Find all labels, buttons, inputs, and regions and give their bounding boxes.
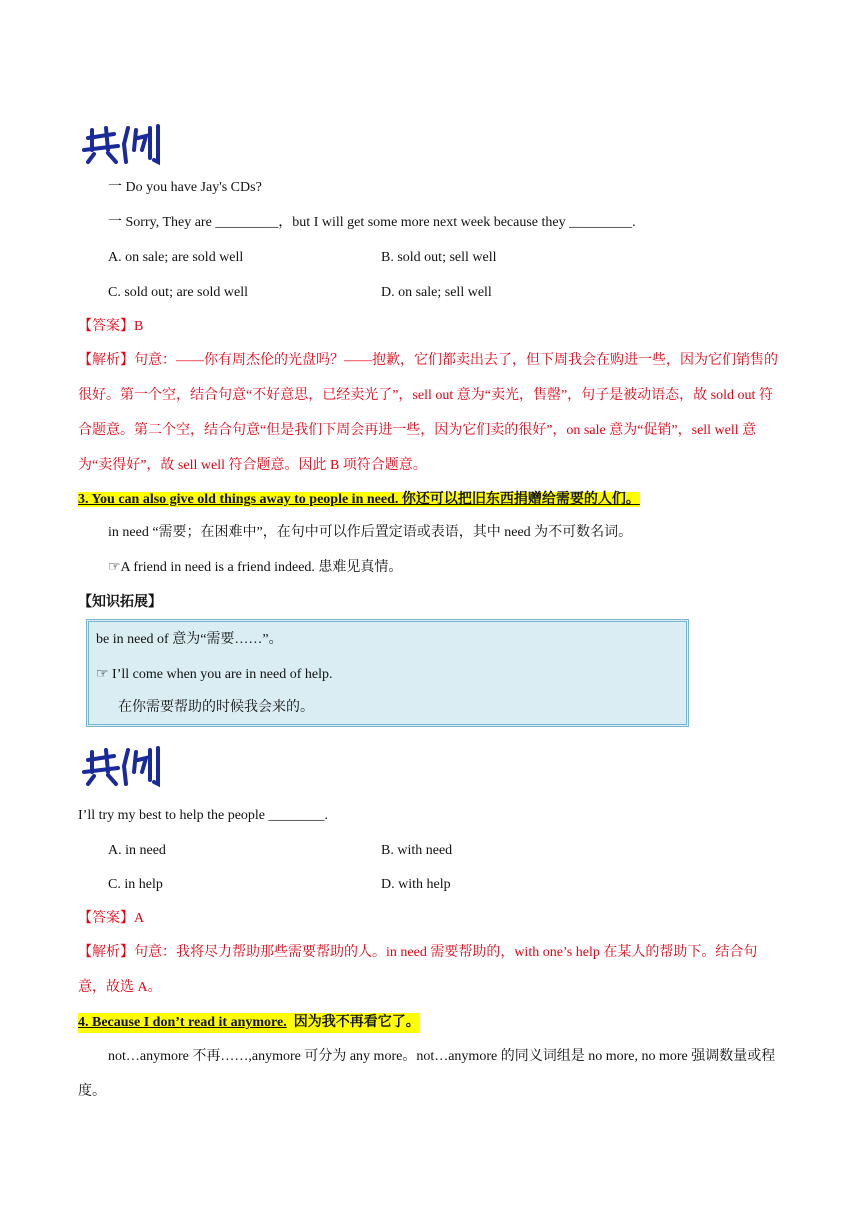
knowledge-line3: 在你需要帮助的时候我会来的。 bbox=[118, 700, 314, 715]
knowledge-line2: ☞ I’ll come when you are in need of help. bbox=[96, 667, 333, 682]
option-d: D. with help bbox=[381, 877, 451, 892]
point3-note: in need “需要；在困难中”，在句中可以作后置定语或表语，其中 need 为不可数名词。 bbox=[108, 525, 633, 540]
example1-line2: 一 Sorry, They are _________，but I will get some more next week because they _________. bbox=[108, 215, 636, 230]
knowledge-box bbox=[86, 619, 689, 727]
example2-question: I’ll try my best to help the people ________. bbox=[78, 808, 329, 823]
option-b: B. with need bbox=[381, 843, 453, 858]
option-d: D. on sale; sell well bbox=[381, 285, 492, 300]
point4-heading-en: 4. Because I don’t read it anymore. bbox=[78, 1015, 287, 1030]
point3-heading: 3. You can also give old things away to people in need. 你还可以把旧东西捐赠给需要的人们。 bbox=[78, 492, 640, 507]
point4-note: not…anymore 不再……,anymore 可分为 any more。not…anymore 的同义词组是 no more, no more 强调数量或程度。 bbox=[78, 1049, 776, 1099]
example1-line1: 一 Do you have Jay's CDs? bbox=[108, 180, 262, 195]
example1-analysis: 【解析】句意：——你有周杰伦的光盘吗？——抱歉，它们都卖出去了，但下周我会在购进一些，因为它们销售的很好。第一个空，结合句意“不好意思，已经卖光了”，sell out 意为“卖光，售罄”，句子是被动语态，故 sold out 符合题意。第二个空，结合句意“但是我们下周会再进一些，因为它们卖的很好”，on sale 意为“促销”，sell well 意为“卖得好”，故 sell well 符合题意。因此 B 项符合题意。 bbox=[78, 353, 778, 473]
knowledge-label: 【知识拓展】 bbox=[78, 595, 162, 610]
dianli-logo bbox=[80, 742, 164, 788]
option-b: B. sold out; sell well bbox=[381, 250, 497, 265]
option-c: C. sold out; are sold well bbox=[108, 285, 248, 300]
example2-analysis: 【解析】句意：我将尽力帮助那些需要帮助的人。in need 需要帮助的，with one’s help 在某人的帮助下。结合句意，故选 A。 bbox=[78, 945, 758, 995]
option-c: C. in help bbox=[108, 877, 163, 892]
example1-answer: 【答案】B bbox=[78, 319, 144, 334]
option-a: A. in need bbox=[108, 843, 166, 858]
point4-heading-cn: 因为我不再看它了。 bbox=[293, 1015, 420, 1030]
example2-answer: 【答案】A bbox=[78, 911, 145, 926]
point4-heading bbox=[78, 1013, 420, 1033]
option-a: A. on sale; are sold well bbox=[108, 250, 244, 265]
dianli-logo bbox=[80, 120, 164, 166]
point3-example: ☞A friend in need is a friend indeed. 患难见真情。 bbox=[108, 560, 403, 575]
knowledge-line1: be in need of 意为“需要……”。 bbox=[96, 632, 283, 647]
